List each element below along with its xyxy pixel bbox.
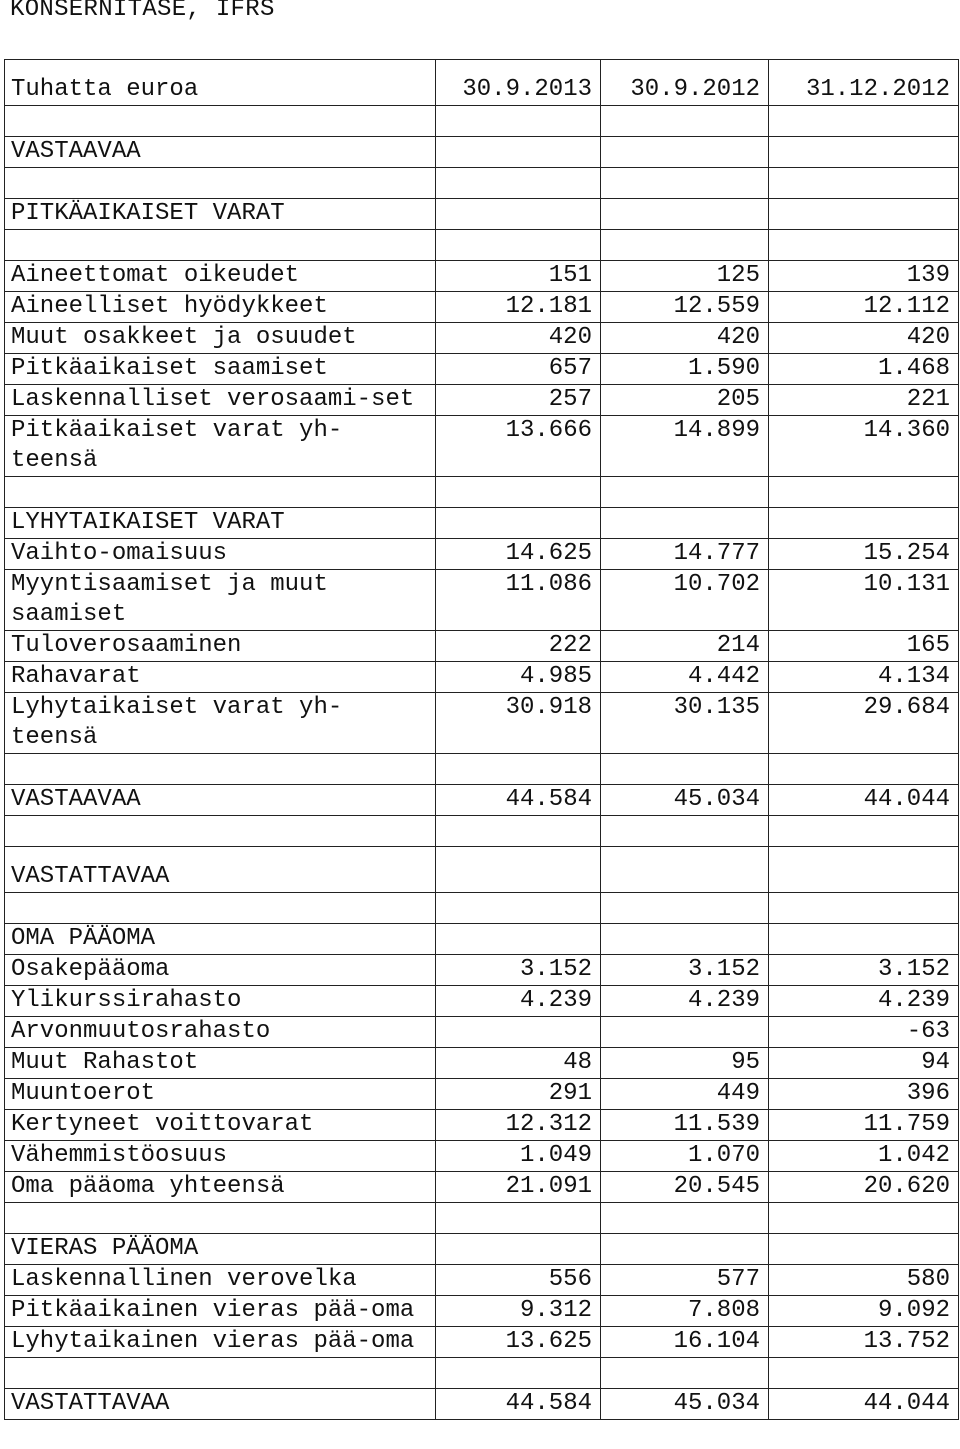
section-label: VIERAS PÄÄOMA — [5, 1234, 436, 1265]
value-cell: 14.360 — [769, 416, 959, 477]
empty-cell — [769, 754, 959, 785]
empty-cell — [601, 1358, 769, 1389]
table-row — [5, 539, 959, 570]
value-cell: 14.777 — [601, 539, 769, 570]
value-cell: 45.034 — [601, 785, 769, 816]
empty-cell — [601, 1203, 769, 1234]
section-row — [5, 924, 959, 955]
value-cell: 7.808 — [601, 1296, 769, 1327]
empty-cell — [769, 893, 959, 924]
section-row — [5, 508, 959, 539]
empty-cell — [601, 893, 769, 924]
section-label: LYHYTAIKAISET VARAT — [5, 508, 436, 539]
empty-cell — [436, 754, 601, 785]
empty-cell — [601, 754, 769, 785]
table-row — [5, 662, 959, 693]
spacer-row — [5, 893, 959, 924]
row-label: Myyntisaamiset ja muut saamiset — [5, 570, 436, 631]
empty-cell — [436, 816, 601, 847]
row-label: Vaihto-omaisuus — [5, 539, 436, 570]
value-cell: 657 — [436, 354, 601, 385]
value-cell: 449 — [601, 1079, 769, 1110]
value-cell: 11.759 — [769, 1110, 959, 1141]
value-cell: 257 — [436, 385, 601, 416]
empty-cell — [769, 230, 959, 261]
section-label: VASTATTAVAA — [5, 847, 436, 893]
value-cell: 4.239 — [436, 986, 601, 1017]
empty-cell — [601, 230, 769, 261]
empty-cell — [5, 168, 436, 199]
empty-cell — [769, 106, 959, 137]
table-row — [5, 261, 959, 292]
spacer-row — [5, 168, 959, 199]
table-row — [5, 1017, 959, 1048]
value-cell: 1.468 — [769, 354, 959, 385]
empty-cell — [436, 1203, 601, 1234]
value-cell: 1.070 — [601, 1141, 769, 1172]
empty-cell — [436, 477, 601, 508]
value-cell: 420 — [601, 323, 769, 354]
row-label: Kertyneet voittovarat — [5, 1110, 436, 1141]
value-cell: 44.044 — [769, 785, 959, 816]
page-title: KONSERNITASE, IFRS — [10, 0, 275, 23]
value-cell: 577 — [601, 1265, 769, 1296]
empty-cell — [769, 816, 959, 847]
row-label: Osakepääoma — [5, 955, 436, 986]
section-label: VASTAAVAA — [5, 137, 436, 168]
empty-cell — [769, 1358, 959, 1389]
value-cell: 30.918 — [436, 693, 601, 754]
table-row — [5, 1327, 959, 1358]
value-cell: 221 — [769, 385, 959, 416]
row-label: Vähemmistöosuus — [5, 1141, 436, 1172]
value-cell: -63 — [769, 1017, 959, 1048]
empty-cell — [436, 168, 601, 199]
value-cell: 14.899 — [601, 416, 769, 477]
value-cell: 13.752 — [769, 1327, 959, 1358]
row-label: Arvonmuutosrahasto — [5, 1017, 436, 1048]
row-label: Muuntoerot — [5, 1079, 436, 1110]
row-label: VASTATTAVAA — [5, 1389, 436, 1420]
value-cell: 45.034 — [601, 1389, 769, 1420]
value-cell: 14.625 — [436, 539, 601, 570]
table-row — [5, 385, 959, 416]
value-cell: 9.092 — [769, 1296, 959, 1327]
spacer-row — [5, 1203, 959, 1234]
value-cell: 20.620 — [769, 1172, 959, 1203]
empty-cell — [601, 508, 769, 539]
empty-cell — [5, 477, 436, 508]
table-row — [5, 570, 959, 631]
column-header: 30.9.2012 — [601, 60, 769, 106]
value-cell: 1.590 — [601, 354, 769, 385]
empty-cell — [436, 893, 601, 924]
table-row — [5, 631, 959, 662]
empty-cell — [5, 893, 436, 924]
value-cell: 13.666 — [436, 416, 601, 477]
value-cell: 125 — [601, 261, 769, 292]
empty-cell — [769, 847, 959, 893]
empty-cell — [601, 847, 769, 893]
empty-cell — [436, 1358, 601, 1389]
value-cell: 1.049 — [436, 1141, 601, 1172]
empty-cell — [5, 230, 436, 261]
value-cell: 94 — [769, 1048, 959, 1079]
value-cell: 1.042 — [769, 1141, 959, 1172]
table-row — [5, 1389, 959, 1420]
row-label: Aineettomat oikeudet — [5, 261, 436, 292]
row-label: Muut Rahastot — [5, 1048, 436, 1079]
table-row — [5, 1141, 959, 1172]
empty-cell — [601, 816, 769, 847]
empty-cell — [436, 199, 601, 230]
table-row — [5, 323, 959, 354]
value-cell: 205 — [601, 385, 769, 416]
spacer-row — [5, 477, 959, 508]
table-row — [5, 955, 959, 986]
empty-cell — [436, 924, 601, 955]
row-label: Tuloverosaaminen — [5, 631, 436, 662]
row-label: VASTAAVAA — [5, 785, 436, 816]
empty-cell — [769, 168, 959, 199]
empty-cell — [769, 477, 959, 508]
value-cell: 48 — [436, 1048, 601, 1079]
empty-cell — [601, 168, 769, 199]
empty-cell — [601, 1234, 769, 1265]
value-cell: 15.254 — [769, 539, 959, 570]
spacer-row — [5, 1358, 959, 1389]
table-row — [5, 1079, 959, 1110]
value-cell: 9.312 — [436, 1296, 601, 1327]
section-row — [5, 847, 959, 893]
row-label: Tuhatta euroa — [5, 60, 436, 106]
table-row — [5, 785, 959, 816]
row-label: Laskennalliset verosaami-set — [5, 385, 436, 416]
empty-cell — [436, 1234, 601, 1265]
value-cell: 4.442 — [601, 662, 769, 693]
row-label: Muut osakkeet ja osuudet — [5, 323, 436, 354]
value-cell: 44.584 — [436, 1389, 601, 1420]
value-cell: 10.131 — [769, 570, 959, 631]
value-cell — [601, 1017, 769, 1048]
value-cell: 4.239 — [601, 986, 769, 1017]
empty-cell — [769, 137, 959, 168]
empty-cell — [601, 106, 769, 137]
empty-cell — [436, 230, 601, 261]
value-cell: 3.152 — [436, 955, 601, 986]
value-cell: 556 — [436, 1265, 601, 1296]
value-cell: 420 — [769, 323, 959, 354]
value-cell: 12.112 — [769, 292, 959, 323]
table-row — [5, 1265, 959, 1296]
empty-cell — [436, 508, 601, 539]
empty-cell — [769, 924, 959, 955]
table-row — [5, 416, 959, 477]
value-cell: 44.584 — [436, 785, 601, 816]
table-row — [5, 292, 959, 323]
empty-cell — [5, 1358, 436, 1389]
value-cell: 21.091 — [436, 1172, 601, 1203]
spacer-row — [5, 106, 959, 137]
value-cell: 44.044 — [769, 1389, 959, 1420]
value-cell: 11.086 — [436, 570, 601, 631]
balance-sheet-table — [4, 59, 959, 1420]
row-label: Pitkäaikaiset saamiset — [5, 354, 436, 385]
table-row — [5, 1296, 959, 1327]
balance-sheet-body — [5, 60, 959, 1420]
value-cell: 420 — [436, 323, 601, 354]
section-row — [5, 1234, 959, 1265]
value-cell: 3.152 — [601, 955, 769, 986]
table-row — [5, 1172, 959, 1203]
empty-cell — [601, 477, 769, 508]
empty-cell — [769, 1203, 959, 1234]
value-cell: 214 — [601, 631, 769, 662]
value-cell: 4.985 — [436, 662, 601, 693]
table-row — [5, 354, 959, 385]
empty-cell — [5, 1203, 436, 1234]
spacer-row — [5, 754, 959, 785]
row-label: Ylikurssirahasto — [5, 986, 436, 1017]
empty-cell — [601, 924, 769, 955]
value-cell: 13.625 — [436, 1327, 601, 1358]
row-label: Oma pääoma yhteensä — [5, 1172, 436, 1203]
value-cell: 12.181 — [436, 292, 601, 323]
row-label: Pitkäaikaiset varat yh-teensä — [5, 416, 436, 477]
empty-cell — [5, 816, 436, 847]
table-row — [5, 986, 959, 1017]
value-cell: 396 — [769, 1079, 959, 1110]
value-cell: 11.539 — [601, 1110, 769, 1141]
column-header: 31.12.2012 — [769, 60, 959, 106]
value-cell: 165 — [769, 631, 959, 662]
empty-cell — [5, 106, 436, 137]
spacer-row — [5, 816, 959, 847]
row-label: Aineelliset hyödykkeet — [5, 292, 436, 323]
empty-cell — [769, 1234, 959, 1265]
section-row — [5, 199, 959, 230]
empty-cell — [5, 754, 436, 785]
value-cell: 4.239 — [769, 986, 959, 1017]
value-cell: 222 — [436, 631, 601, 662]
value-cell: 3.152 — [769, 955, 959, 986]
section-label: PITKÄAIKAISET VARAT — [5, 199, 436, 230]
row-label: Laskennallinen verovelka — [5, 1265, 436, 1296]
empty-cell — [769, 508, 959, 539]
empty-cell — [436, 137, 601, 168]
section-label: OMA PÄÄOMA — [5, 924, 436, 955]
value-cell: 151 — [436, 261, 601, 292]
value-cell: 20.545 — [601, 1172, 769, 1203]
table-row — [5, 693, 959, 754]
empty-cell — [601, 137, 769, 168]
value-cell — [436, 1017, 601, 1048]
value-cell: 95 — [601, 1048, 769, 1079]
value-cell: 4.134 — [769, 662, 959, 693]
column-header: 30.9.2013 — [436, 60, 601, 106]
value-cell: 16.104 — [601, 1327, 769, 1358]
row-label: Pitkäaikainen vieras pää-oma — [5, 1296, 436, 1327]
empty-cell — [601, 199, 769, 230]
value-cell: 10.702 — [601, 570, 769, 631]
value-cell: 30.135 — [601, 693, 769, 754]
table-row — [5, 1110, 959, 1141]
spacer-row — [5, 230, 959, 261]
value-cell: 580 — [769, 1265, 959, 1296]
value-cell: 12.312 — [436, 1110, 601, 1141]
section-row — [5, 137, 959, 168]
empty-cell — [436, 847, 601, 893]
empty-cell — [769, 199, 959, 230]
value-cell: 12.559 — [601, 292, 769, 323]
row-label: Lyhytaikainen vieras pää-oma — [5, 1327, 436, 1358]
header-row — [5, 60, 959, 106]
value-cell: 29.684 — [769, 693, 959, 754]
table-row — [5, 1048, 959, 1079]
value-cell: 291 — [436, 1079, 601, 1110]
empty-cell — [436, 106, 601, 137]
row-label: Rahavarat — [5, 662, 436, 693]
value-cell: 139 — [769, 261, 959, 292]
row-label: Lyhytaikaiset varat yh-teensä — [5, 693, 436, 754]
